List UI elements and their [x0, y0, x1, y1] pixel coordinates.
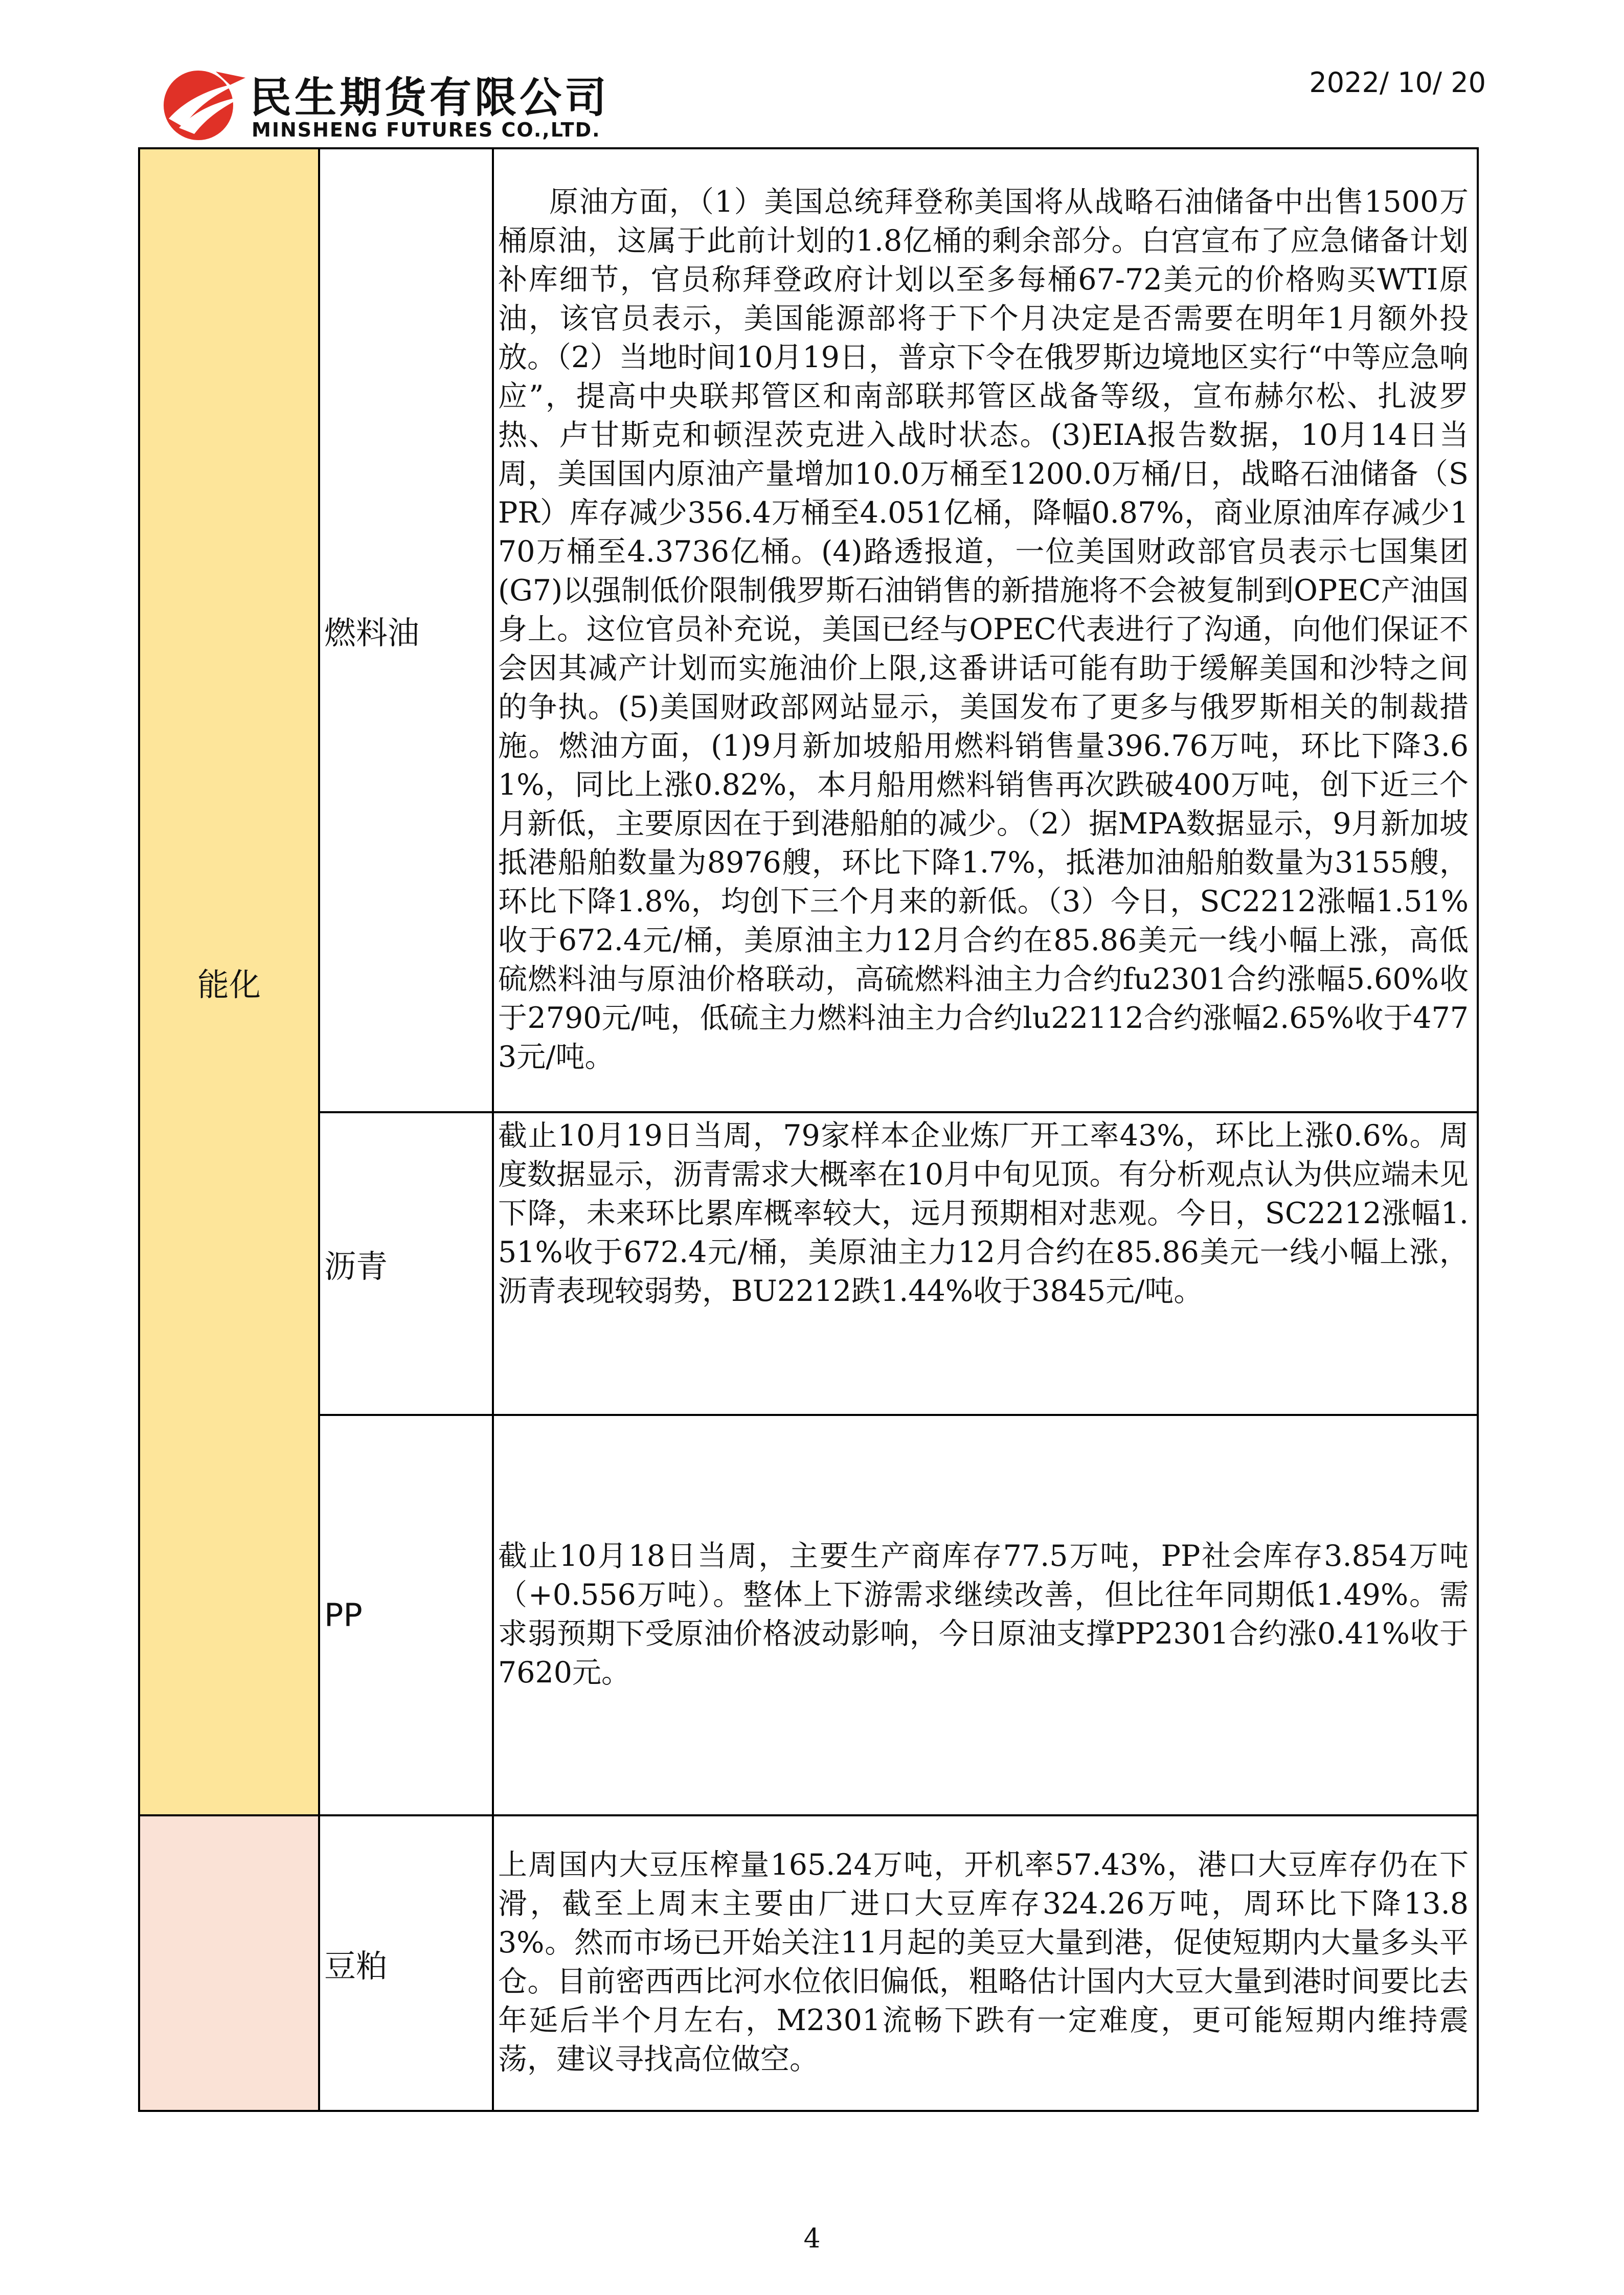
sector-cell-energy: 能化 — [139, 148, 319, 1815]
company-name-en: MINSHENG FUTURES CO.,LTD. — [252, 119, 601, 141]
product-cell: 沥青 — [319, 1112, 493, 1415]
analysis-text: 截止10月18日当周，主要生产商库存77.5万吨，PP社会库存3.854万吨（+0.556万吨）。整体上下游需求继续改善，但比往年同期低1.49%。需求弱预期下受原油价格波动影响，今日原油支撑PP2301合约涨0.41%收于7620元。 — [493, 1415, 1478, 1815]
page-number: 4 — [803, 2223, 821, 2254]
table-row — [139, 1112, 1478, 1415]
product-cell: PP — [319, 1415, 493, 1815]
table-row — [139, 148, 1478, 1112]
commodity-table — [138, 147, 1479, 2112]
report-date: 2022/ 10/ 20 — [1309, 66, 1486, 99]
minsheng-logo-icon — [159, 62, 245, 147]
company-logo — [159, 62, 639, 147]
product-cell: 燃料油 — [319, 148, 493, 1112]
analysis-text: 截止10月19日当周，79家样本企业炼厂开工率43%，环比上涨0.6%。周度数据显示，沥青需求大概率在10月中旬见顶。有分析观点认为供应端未见下降，未来环比累库概率较大，远月预期相对悲观。今日，SC2212涨幅1.51%收于672.4元/桶，美原油主力12月合约在85.86美元一线小幅上涨，沥青表现较弱势，BU2212跌1.44%收于3845元/吨。 — [493, 1112, 1478, 1415]
company-name-cn: 民生期货有限公司 — [250, 74, 610, 122]
sector-cell-agri — [139, 1815, 319, 2111]
table-row — [139, 1815, 1478, 2111]
analysis-text: 原油方面，（1）美国总统拜登称美国将从战略石油储备中出售1500万桶原油，这属于此前计划的1.8亿桶的剩余部分。白宫宣布了应急储备计划补库细节，官员称拜登政府计划以至多每桶67-72美元的价格购买WTI原油，该官员表示，美国能源部将于下个月决定是否需要在明年1月额外投放。（2）当地时间10月19日，普京下令在俄罗斯边境地区实行“中等应急响应”，提高中央联邦管区和南部联邦管区战备等级，宣布赫尔松、扎波罗热、卢甘斯克和顿涅茨克进入战时状态。(3)EIA报告数据，10月14日当周，美国国内原油产量增加10.0万桶至1200.0万桶/日，战略石油储备（SPR）库存减少356.4万桶至4.051亿桶，降幅0.87%，商业原油库存减少170万桶至4.3736亿桶。(4)路透报道，一位美国财政部官员表示七国集团(G7)以强制低价限制俄罗斯石油销售的新措施将不会被复制到OPEC产油国身上。这位官员补充说，美国已经与OPEC代表进行了沟通，向他们保证不会因其减产计划而实施油价上限,这番讲话可能有助于缓解美国和沙特之间的争执。(5)美国财政部网站显示，美国发布了更多与俄罗斯相关的制裁措施。燃油方面，(1)9月新加坡船用燃料销售量396.76万吨，环比下降3.61%，同比上涨0.82%，本月船用燃料销售再次跌破400万吨，创下近三个月新低，主要原因在于到港船舶的减少。（2）据MPA数据显示，9月新加坡抵港船舶数量为8976艘，环比下降1.7%，抵港加油船舶数量为3155艘，环比下降1.8%，均创下三个月来的新低。（3）今日，SC2212涨幅1.51%收于672.4元/桶，美原油主力12月合约在85.86美元一线小幅上涨，高低硫燃料油与原油价格联动，高硫燃料油主力合约fu2301合约涨幅5.60%收于2790元/吨，低硫主力燃料油主力合约lu22112合约涨幅2.65%收于4773元/吨。 — [493, 148, 1478, 1112]
product-cell: 豆粕 — [319, 1815, 493, 2111]
table-row — [139, 1415, 1478, 1815]
analysis-text: 上周国内大豆压榨量165.24万吨，开机率57.43%，港口大豆库存仍在下滑，截至上周末主要由厂进口大豆库存324.26万吨，周环比下降13.83%。然而市场已开始关注11月起的美豆大量到港，促使短期内大量多头平仓。目前密西西比河水位依旧偏低，粗略估计国内大豆大量到港时间要比去年延后半个月左右，M2301流畅下跌有一定难度，更可能短期内维持震荡，建议寻找高位做空。 — [493, 1815, 1478, 2111]
